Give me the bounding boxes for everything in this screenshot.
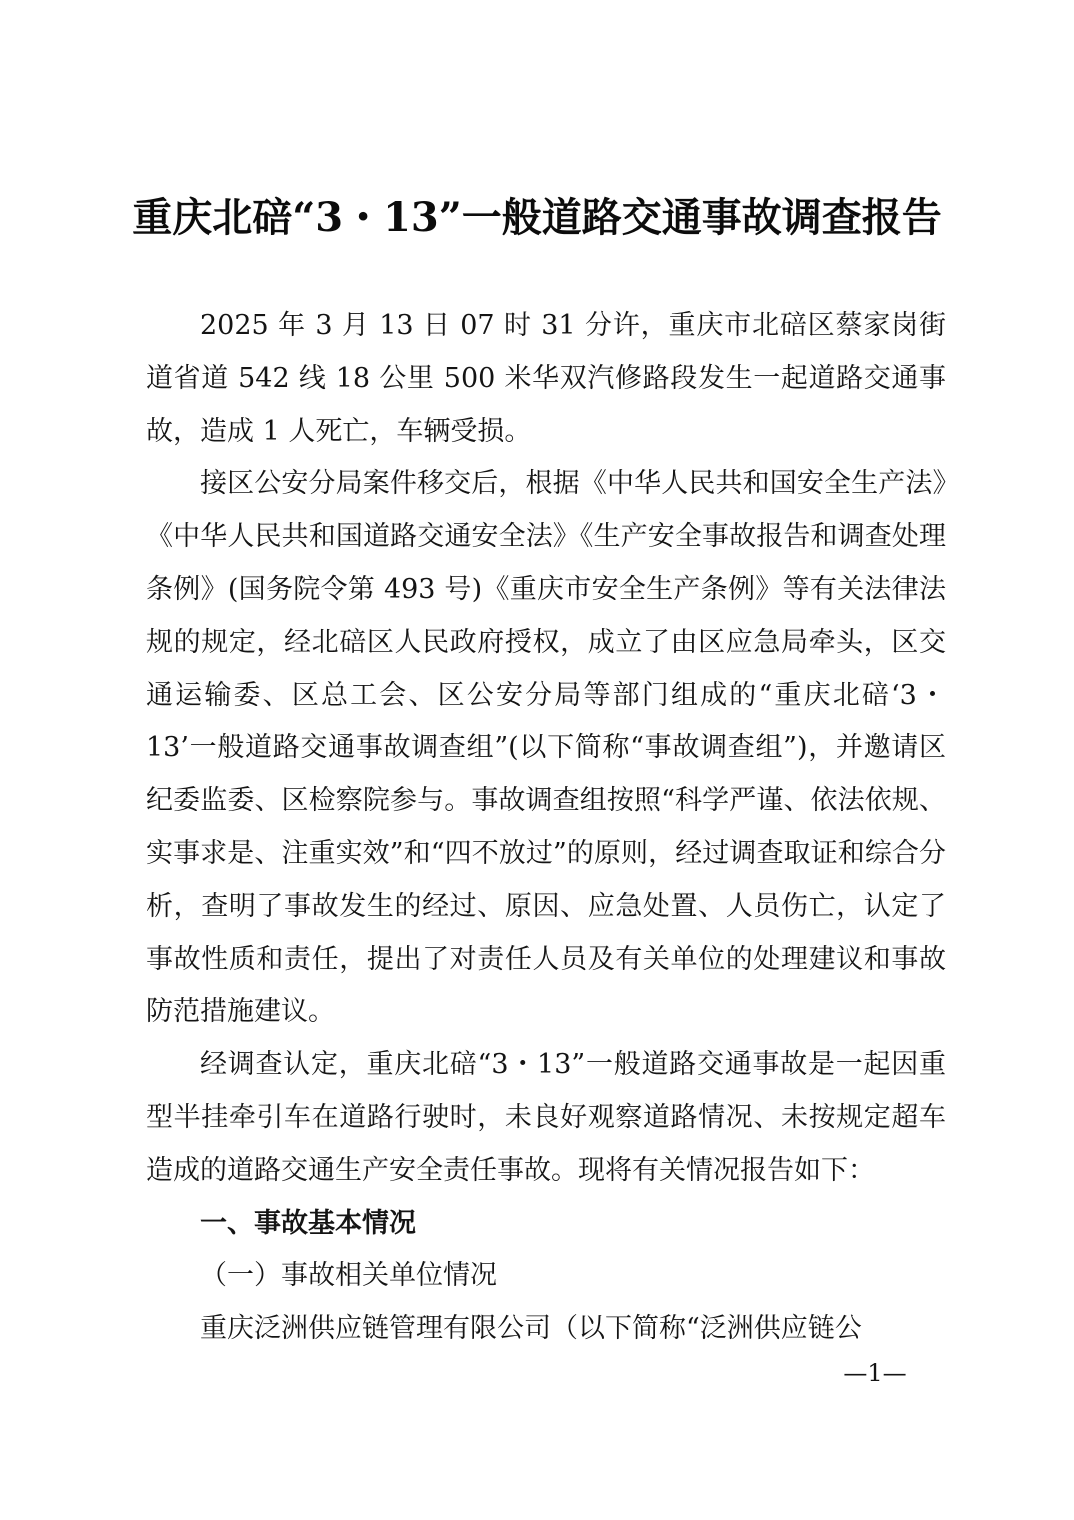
paragraph-company-info: 重庆泛洲供应链管理有限公司（以下简称“泛洲供应链公	[200, 1313, 862, 1345]
paragraph-investigation-basis: 接区公安分局案件移交后，根据《中华人民共和国安全生产法》《中华人民共和国道路交通安全法》《生产安全事故报告和调查处理条例》(国务院令第 493 号)《重庆市安全生产条例》等有关法律法规的规定，经北碚区人民政府授权，成立了由区应急局牵头，区交通运输委、区总工会、区公安分局等部门组成的“重庆北碚‘3・13’一般道路交通事故调查组”(以下简称“事故调查组”)，并邀请区纪委监委、区检察院参与。事故调查组按照“科学严谨、依法依规、实事求是、注重实效”和“四不放过”的原则，经过调查取证和综合分析，查明了事故发生的经过、原因、应急处置、人员伤亡，认定了事故性质和责任，提出了对责任人员及有关单位的处理建议和事故防范措施建议。	[146, 468, 946, 1028]
document-title: 重庆北碚“3・13”一般道路交通事故调查报告	[132, 194, 942, 241]
section-heading: 一、事故基本情况	[200, 1207, 416, 1239]
paragraph-accident-summary: 2025 年 3 月 13 日 07 时 31 分许，重庆市北碚区蔡家岗街道省道 542 线 18 公里 500 米华双汽修路段发生一起道路交通事故，造成 1 人死亡，车辆受损。	[146, 310, 946, 447]
document-body	[146, 300, 946, 1356]
paragraph-investigation-conclusion: 经调查认定，重庆北碚“3・13”一般道路交通事故是一起因重型半挂牵引车在道路行驶时，未良好观察道路情况、未按规定超车造成的道路交通生产安全责任事故。现将有关情况报告如下：	[146, 1049, 946, 1186]
subsection-heading: （一）事故相关单位情况	[200, 1260, 497, 1292]
page-number: —1—	[843, 1359, 907, 1387]
